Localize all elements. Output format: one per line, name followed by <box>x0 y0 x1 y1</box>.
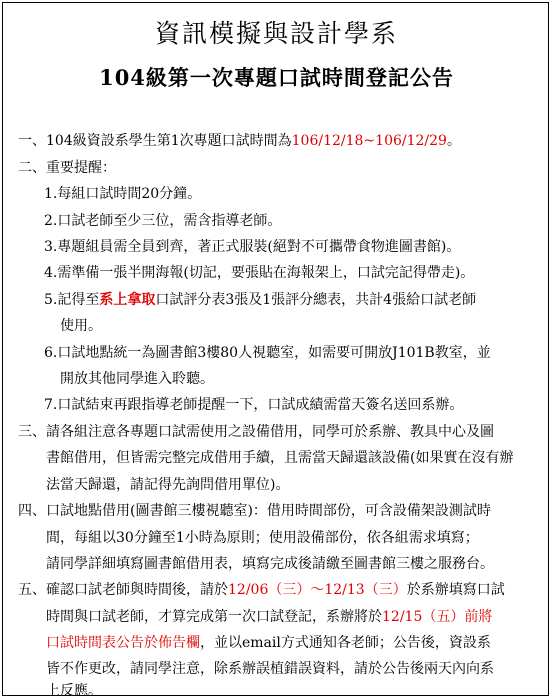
reminder-7: 7.口試結束再跟指導老師提醒一下，口試成績需當天簽名送回系辦。 <box>44 397 464 413</box>
section-2-heading: 二、重要提醒： <box>18 160 116 176</box>
section-5-line-3 <box>46 632 491 652</box>
section-5-line-2-text: 時間與口試老師，才算完成第一次口試登記，系辦將於 <box>46 609 382 625</box>
section-5-text: 於系辦填寫口試 <box>406 582 505 598</box>
section-3-line-2: 書館借用，但皆需完整完成借用手續，且需當天歸還該設備(如果實在沒有辦 <box>46 450 514 466</box>
reminder-5 <box>44 289 476 309</box>
section-5-line-4: 皆不作更改，請同學注意，除系辦誤植錯誤資料，請於公告後兩天內向系 <box>46 661 494 677</box>
section-4-line-1: 四、口試地點借用(圖書館三樓視聽室)：借用時間部份，可含設備架設測試時 <box>18 503 491 519</box>
reminder-5-cont: 使用。 <box>60 318 102 334</box>
section-5-line-2 <box>46 606 492 626</box>
section-5-line-5: 上反應。 <box>46 683 102 699</box>
reminder-1: 1.每組口試時間20分鐘。 <box>44 186 202 202</box>
section-1 <box>18 130 461 150</box>
reminder-6-cont: 開放其他同學進入聆聽。 <box>60 371 214 387</box>
bulletin-notice: 口試時間表公告於佈告欄 <box>46 635 200 651</box>
page-title: 資訊模擬與設計學系 <box>154 19 398 48</box>
section-5-line-3-text: ，並以email方式通知各老師；公告後，資設系 <box>200 635 491 651</box>
section-5-lead: 五、確認口試老師與時間後，請於 <box>18 582 228 598</box>
section-4-line-3: 請同學詳細填寫圖書館借用表，填寫完成後請繳至圖書館三樓之服務台。 <box>46 556 494 572</box>
section-5-line-1 <box>18 579 505 599</box>
reminder-4: 4.需準備一張半開海報(切記，要張貼在海報架上，口試完記得帶走)。 <box>44 265 475 281</box>
section-1-suffix: 。 <box>446 133 461 149</box>
reminder-6: 6.口試地點統一為圖書館3樓80人視聽室，如需要可開放J101B教室，並 <box>44 345 491 361</box>
reminder-3: 3.專題組員需全員到齊，著正式服裝(絕對不可攜帶食物進圖書館)。 <box>44 239 461 255</box>
reminder-5-lead: 5.記得至 <box>44 292 100 308</box>
section-1-text: 一、104級資設系學生第1次專題口試時間為 <box>18 133 292 149</box>
reminder-2: 2.口試老師至少三位，需含指導老師。 <box>44 213 282 229</box>
exam-date-range: 106/12/18~106/12/29 <box>291 133 447 149</box>
section-3-line-3: 法當天歸還，請記得先詢問借用單位)。 <box>46 477 290 493</box>
section-3-line-1: 三、請各組注意各專題口試需使用之設備借用，同學可於系辦、教具中心及圖 <box>18 424 494 440</box>
registration-date-range: 12/06（三）～12/13（三） <box>228 582 407 598</box>
reminder-5-text: 口試評分表3張及1張評分總表，共計4張給口試老師 <box>155 292 477 308</box>
announcement-subtitle: 104級第一次專題口試時間登記公告 <box>99 65 454 90</box>
section-4-line-2: 間，每組以30分鐘至1小時為原則；使用設備部份，依各組需求填寫； <box>46 530 479 546</box>
announcement-date: 12/15（五）前將 <box>382 609 493 625</box>
reminder-5-highlight: 系上拿取 <box>99 292 156 308</box>
